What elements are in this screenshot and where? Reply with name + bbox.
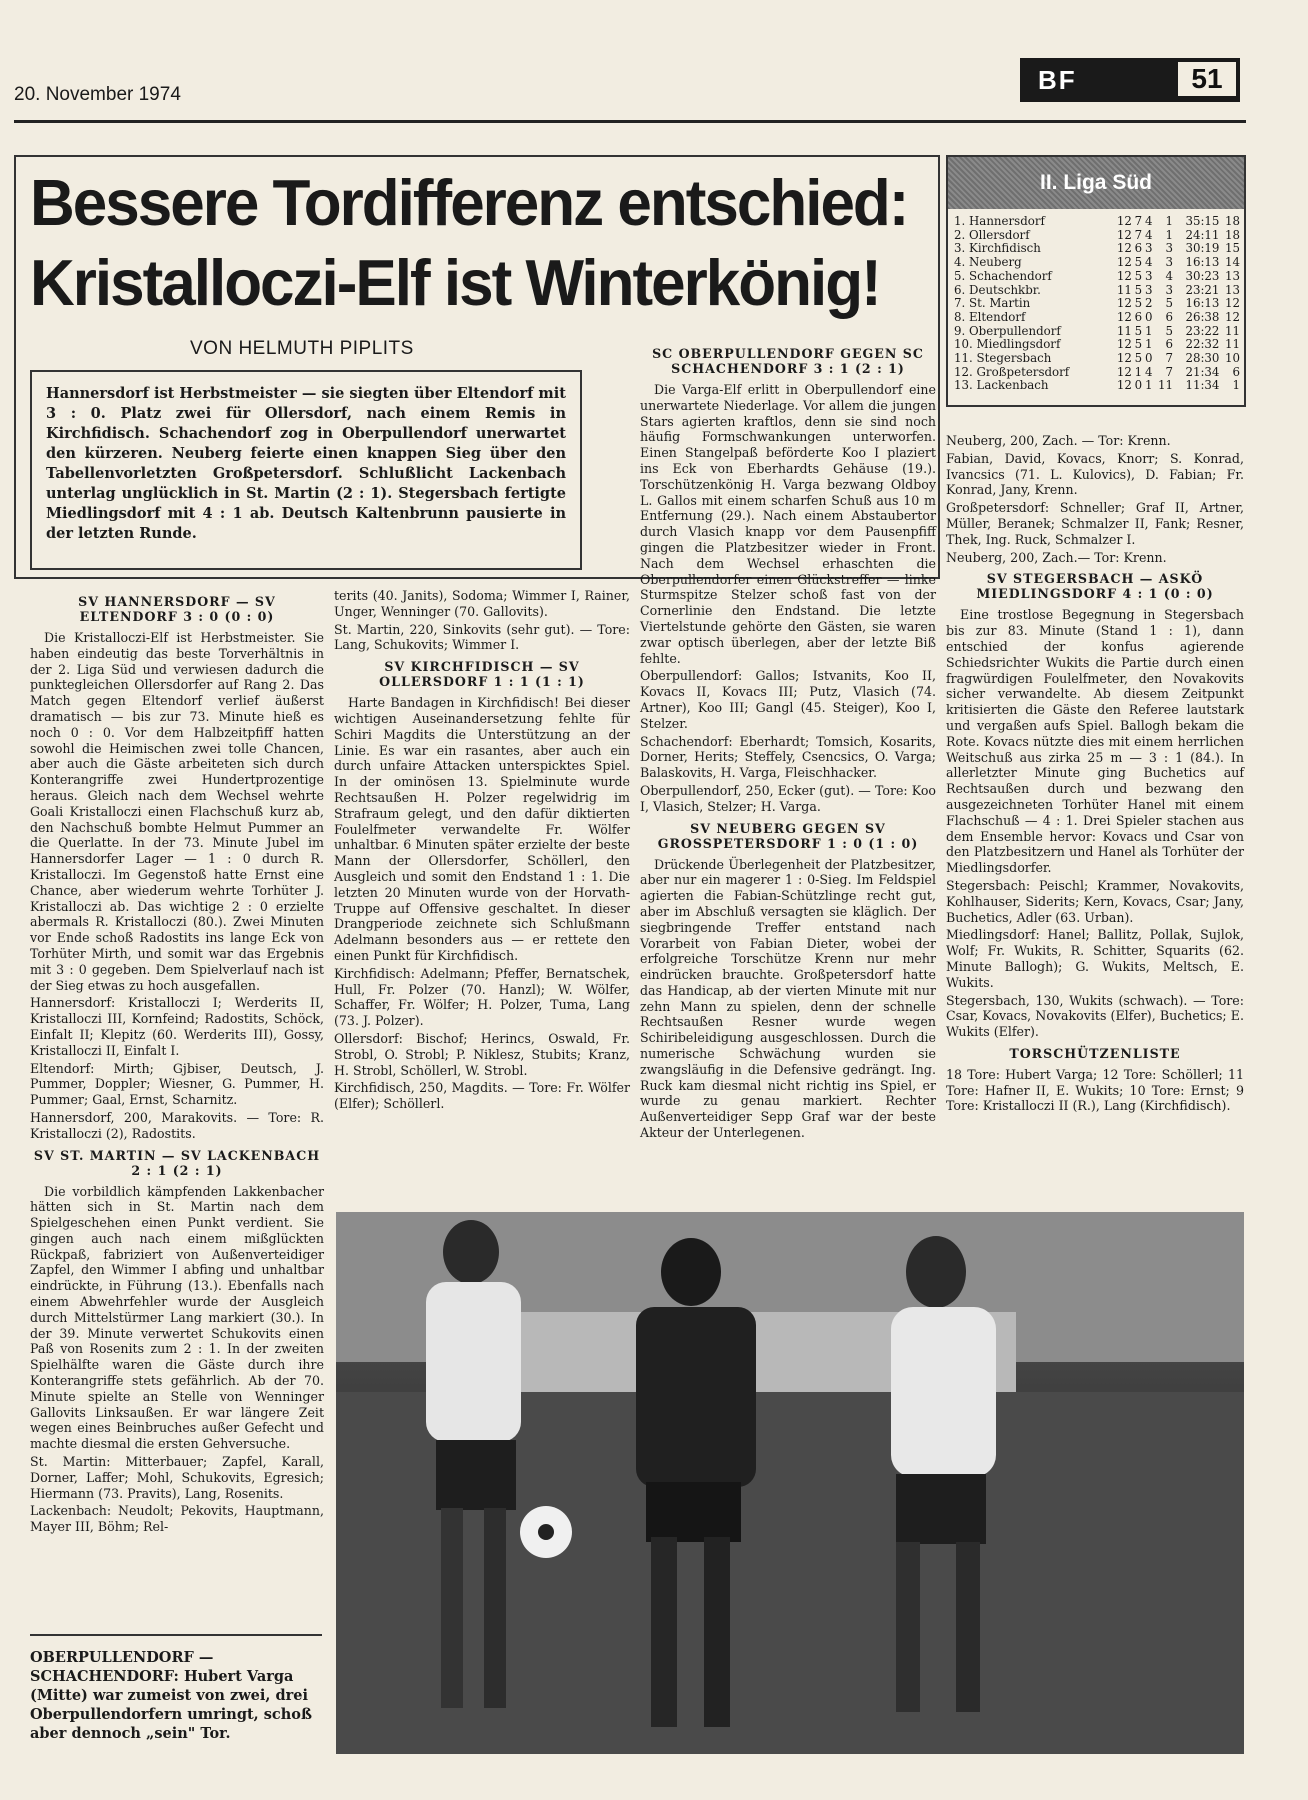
scorers-heading: TORSCHÜTZENLISTE [1009,1045,1181,1061]
standings-row [954,338,1240,352]
standings-cell: 5 [1134,282,1143,297]
team-name: 5. Schachendorf [954,268,1052,283]
standings-cell: 16:13 [1185,296,1220,311]
standings-cell: 12 [1224,309,1240,324]
masthead [1020,58,1240,102]
standings-row [954,215,1240,229]
standings-row [954,352,1240,366]
standings-cell: 15 [1224,241,1240,256]
standings-cell: 11 [1116,282,1132,297]
standings-row [954,229,1240,243]
standings-cell: 12 [1116,214,1132,228]
standings-cell: 21:34 [1185,364,1220,379]
standings-cell: 3 [1144,282,1153,297]
standings-cell: 1 [1165,227,1173,242]
team-name: 13. Lackenbach [954,378,1049,393]
match-report: Harte Bandagen in Kirchfidisch! Bei dieser wichtigen Auseinandersetzung fehlte für Schiri Magdits die Unterstützung an der Linie. Es war ein rasantes, aber auch ein durch unfaire Attacken unterspicktes Spiel. In der ominösen 13. Spielminute wurde Rechtsaußen H. Polzer regelwidrig im Strafraum gelegt, und den dafür diktierten Foulelfmeter verwandelte Fr. Wölfer unhaltbar. 6 Minuten später erzielte der beste Mann der Ollersdorfer, Schöllerl, den Ausgleich und somit den Endstand 1 : 1. Die letzten 20 Minuten wurde von der Horvath-Truppe auf Offensive geschaltet. In dieser Drangperiode zeichnete sich Schlußmann Adelmann besonders aus — er rettete den einen Punkt für Kirchfidisch. [334,695,630,963]
article-column-2 [334,588,630,1114]
standings-cell: 3 [1144,241,1153,256]
standings-cell: 18 [1224,214,1240,228]
standings-cell: 3 [1165,241,1173,256]
standings-cell: 5 [1165,296,1173,311]
standings-cell: 6 [1134,309,1143,324]
standings-cell: 1 [1165,214,1173,228]
standings-cell: 30:19 [1185,241,1220,256]
league-table-title: II. Liga Süd [948,157,1244,209]
team-name: 4. Neuberg [954,255,1022,270]
lineup: Ollersdorf: Bischof; Herincs, Oswald, Fr. Strobl, O. Strobl; P. Niklesz, Stubits; Kranz, H. Strobl, Schöllerl, W. Strobl. [334,1030,630,1078]
team-name: 9. Oberpullendorf [954,323,1061,338]
standings-row [954,242,1240,256]
lineup: Kirchfidisch: Adelmann; Pfeffer, Bernatschek, Hull, Fr. Polzer (70. Hanzl); W. Wölfer, Schaffer, Fr. Wölfer; H. Polzer, Tuma, Lang (73. J. Polzer). [334,965,630,1029]
standings-row [954,366,1240,380]
standings-cell: 24:11 [1185,227,1220,242]
standings-cell: 5 [1134,337,1143,352]
match-report: Die Varga-Elf erlitt in Oberpullendorf eine unerwartete Niederlage. Vor allem die jungen Stars agierten kraftlos, denn sie sind noch häufig Formschwankungen unterworfen. Einen Stangelpaß beförderte Koo I plaziert ins Eck von Eberhardts Gehäuse (19.). Torschützenkönig H. Varga bezwang Oldboy L. Gallos mit einem scharfen Schuß aus 10 m Entfernung (29.). Nach einem Abstaubertor durch Vlasich knapp vor dem Pausenpfiff gingen die Platzbesitzer wieder in Front. Nach dem Wechsel erhaschten die Oberpullendorfer einen Glückstreffer — linke Sturmspitze Stelzer schoß fast von der Cornerlinie den Endstand. Die letzte Viertelstunde gehörte den Gästen, sie waren zwar optisch überlegen, aber der letzte Biß fehlte. [640,382,936,666]
standings-row [954,256,1240,270]
standings-cell: 5 [1134,268,1143,283]
match-heading: SV STEGERSBACH — ASKÖ MIEDLINGSDORF 4 : 1 (0 : 0) [976,571,1214,602]
lead-paragraph: Hannersdorf ist Herbstmeister — sie siegten über Eltendorf mit 3 : 0. Platz zwei für Ollersdorf, nach einem Remis in Kirchfidisch. Schachendorf zog in Oberpullendorf unerwartet den kürzeren. Neuberg feierte einen knappen Sieg über den Tabellenvorletzten Großpetersdorf. Schlußlicht Lackenbach unterlag unglücklich in St. Martin (2 : 1). Stegersbach fertigte Miedlingsdorf mit 4 : 1 ab. Deutsch Kaltenbrunn pausierte in der letzten Runde. [30,370,582,570]
header-rule [14,120,1246,123]
standings-cell: 1 [1232,378,1240,393]
standings-cell: 4 [1144,255,1153,270]
standings-cell: 1 [1144,323,1153,338]
standings-cell: 16:13 [1185,255,1220,270]
lineup: Fabian, David, Kovacs, Knorr; S. Konrad, Ivancsics (71. L. Kulovics), D. Fabian; Fr. Konrad, Jany, Krenn. [946,450,1244,498]
standings-cell: 7 [1134,214,1143,228]
match-report: Die Kristalloczi-Elf ist Herbstmeister. Sie haben eindeutig das beste Torverhältnis in der 2. Liga Süd und verwiesen dadurch die punktegleichen Ollersdorfer auf Rang 2. Das Match gegen Eltendorf verlief äußerst dramatisch — bis zur 73. Minute hieß es noch 0 : 0. Vor dem Halbzeitpfiff hatten sowohl die Heimischen zwei tolle Chancen, aber auch die Gäste arbeiteten sich durch Konterangriffe zwei Hundertprozentige heraus. Gleich nach dem Wechsel wehrte Goali Kristalloczi einen Flachschuß kurz ab, den Nachschuß bombte Helmut Pummer an die Querlatte. In der 73. Minute Jubel im Hannersdorfer Lager — 1 : 0 durch R. Kristalloczi. Im Gegenstoß hatte Ernst eine Chance, aber wiederum wehrte Torhüter J. Kristalloczi ab. Das wichtige 2 : 0 erzielte abermals R. Kristalloczi (80.). Zwei Minuten vor Ende schoß Radostits ins lange Eck von Torhüter Mirth, und somit war das Ergebnis mit 3 : 0 gegeben. Dem Spielverlauf nach ist der Sieg etwas zu hoch ausgefallen. [30,630,324,993]
standings-cell: 5 [1134,255,1143,270]
standings-cell: 12 [1116,255,1132,270]
lineup: Großpetersdorf: Schneller; Graf II, Artner, Müller, Beranek; Schmalzer II, Fank; Resner, Thek, Ing. Ruck, Schmalzer I. [946,500,1244,547]
article-column-4 [946,433,1244,1116]
photo-caption: OBERPULLENDORF — SCHACHENDORF: Hubert Varga (Mitte) war zumeist von zwei, drei Oberpullendorfern umringt, schoß aber dennoch „sein" Tor. [30,1649,312,1742]
lineup: Miedlingsdorf: Hanel; Ballitz, Pollak, Sujlok, Wolf; Fr. Wukits, R. Schitter, Squarits (62. Minute Ballogh); G. Wukits, Meltsch, E. Wukits. [946,927,1244,990]
match-facts: Neuberg, 200, Zach. — Tor: Krenn. [946,433,1171,448]
headline-line-1: Bessere Tordifferenz entschied: [30,167,908,240]
standings-cell: 0 [1144,351,1153,366]
standings-cell: 1 [1134,364,1143,379]
standings-cell: 22:32 [1185,337,1220,352]
headline-line-2: Kristalloczi-Elf ist Winterkönig! [30,247,880,320]
match-facts: Neuberg, 200, Zach.— Tor: Krenn. [946,549,1167,565]
team-name: 12. Großpetersdorf [954,364,1070,379]
standings-row [954,284,1240,298]
standings-cell: 28:30 [1185,351,1220,366]
standings-cell: 10 [1224,351,1240,366]
standings-cell: 4 [1144,214,1153,228]
match-heading: SC OBERPULLENDORF GEGEN SC SCHACHENDORF 3 : 1 (2 : 1) [652,346,924,376]
standings-cell: 11 [1116,323,1132,338]
standings-cell: 6 [1232,364,1240,379]
team-name: 11. Stegersbach [954,351,1052,366]
match-report: Drückende Überlegenheit der Platzbesitzer, aber nur ein magerer 1 : 0-Sieg. Im Feldspiel agierten die Fabian-Schützlinge recht gut, aber im Abschluß versagten sie kläglich. Der siegbringende Treffer entstand nach Vorarbeit von Fabian Dieter, wobei der erfolgreiche Torschütze Krenn nur mehr eindrücken brauchte. Großpetersdorf hatte das Handicap, ab der vierten Minute mit nur zehn Mann zu spielen, denn der schnelle Rechtsaußen Resner wurde wegen Schiribeleidigung ausgeschlossen. Durch die numerische Schwächung wurden sie zwangsläufig in die Defensive gedrängt. Ing. Ruck kam diesmal nicht richtig ins Spiel, er wurde zu genau markiert. Rechter Außenverteidiger Sepp Graf war der beste Akteur der Unterlegenen. [640,856,936,1141]
standings-cell: 4 [1144,227,1153,242]
standings-row [954,311,1240,325]
standings-cell: 12 [1116,337,1132,352]
standings-cell: 5 [1165,323,1173,338]
lineup: Lackenbach: Neudolt; Pekovits, Hauptmann, Mayer III, Böhm; Rel- [30,1503,324,1535]
league-table [946,155,1246,407]
standings-cell: 12 [1116,241,1132,256]
standings-cell: 0 [1144,309,1153,324]
standings-cell: 13 [1224,268,1240,283]
scorers-list: 18 Tore: Hubert Varga; 12 Tore: Schöllerl; 11 Tore: Hafner II, E. Wukits; 10 Tore: Ernst; 9 Tore: Kristalloczi II (R.), Lang (Kirchfidisch). [946,1066,1244,1114]
team-name: 3. Kirchfidisch [954,241,1041,256]
standings-row [954,325,1240,339]
standings-cell: 6 [1134,241,1143,256]
match-facts: Stegersbach, 130, Wukits (schwach). — Tore: Csar, Kovacs, Novakovits (Elfer), Buchetics; E. Wukits (Elfer). [946,992,1244,1040]
team-name: 7. St. Martin [954,296,1031,311]
lineup: Hannersdorf: Kristalloczi I; Werderits II, Kristalloczi III, Kornfeind; Radostits, Schöck, Einfalt II; Klepitz (60. Werderits III), Gossy, Kristalloczi II, Einfalt I. [30,995,324,1058]
standings-cell: 12 [1116,378,1132,393]
lineup: Schachendorf: Eberhardt; Tomsich, Kosarits, Dorner, Herits; Steffely, Csencsics, O. Varga; Balaskovits, H. Varga, Fleischhacker. [640,733,936,781]
match-heading: SV NEUBERG GEGEN SV GROSSPETERSDORF 1 : 0 (1 : 0) [657,820,919,851]
lineup: terits (40. Janits), Sodoma; Wimmer I, Rainer, Unger, Wenninger (70. Gallovits). [334,588,630,619]
standings-cell: 0 [1134,378,1143,393]
team-name: 1. Hannersdorf [954,214,1045,228]
lineup: Oberpullendorf: Gallos; Istvanits, Koo II, Kovacs II, Kovacs III; Putz, Vlasich (74. Artner), Koo III; Gangl (45. Steiger), Koo I, Stelzer. [640,668,936,731]
standings-cell: 18 [1224,227,1240,242]
team-name: 2. Ollersdorf [954,227,1030,242]
masthead-logo: BF [1038,65,1077,95]
standings-cell: 12 [1116,351,1132,366]
standings-cell: 12 [1116,309,1132,324]
standings-cell: 3 [1165,255,1173,270]
lineup: Eltendorf: Mirth; Gjbiser, Deutsch, J. Pummer, Doppler; Wiesner, G. Pummer, H. Pummer; Gaal, Ernst, Scharnitz. [30,1060,324,1108]
match-heading: SV ST. MARTIN — SV LACKENBACH 2 : 1 (2 : 1) [33,1147,321,1178]
lineup: Stegersbach: Peischl; Krammer, Novakovits, Kohlhauser, Siderits; Kern, Kovacs, Csar; Jany, Buchetics, Adler (63. Urban). [946,877,1244,925]
standings-cell: 1 [1144,378,1153,393]
standings-cell: 7 [1165,351,1173,366]
standings-cell: 6 [1165,337,1173,352]
match-report: Die vorbildlich kämpfenden Lakkenbacher hätten sich in St. Martin nach dem Spielgeschehen einen Punkt verdient. Sie gingen auch nach einem mißglückten Rückpaß, fabriziert von Außenverteidiger Zapfel, den Wimmer I abfing und unhaltbar eindrückte, in Führung (13.). Ebenfalls nach einem Abwehrfehler wurde der Ausgleich durch Mittelstürmer Lang markiert (30.). In der 39. Minute verwertet Schukovits einen Paß von Rosenits zum 2 : 1. In der zweiten Spielhälfte waren die Gäste durch ihre Konterangriffe stets gefährlich. Ab der 70. Minute spielte an Stelle von Wenninger Gallovits Linksaußen. Er war längere Zeit wegen eines Beinbruches außer Gefecht und machte diesmal die ersten Gehversuche. [30,1183,324,1452]
match-heading: SV HANNERSDORF — SV ELTENDORF 3 : 0 (0 : 0) [78,594,276,624]
standings-cell: 11 [1224,337,1240,352]
standings-cell: 35:15 [1185,214,1220,228]
match-report: Eine trostlose Begegnung in Stegersbach bis zur 83. Minute (Stand 1 : 1), dann entschied der konfus agierende Schiedsrichter Wukits die Partie durch einen fragwürdigen Foulelfmeter, den Novakovits sicher verwandelte. Ab diesem Zeitpunkt kritisierten die Gäste den Referee lautstark und vergaßen aufs Spiel. Ballogh bekam die Rote. Kovacs nützte dies mit einem herrlichen Weitschuß aus zirka 25 m — 3 : 1 (84.). In allerletzter Minute ging Buchetics auf Rechtsaußen durch und bezwang den ausgezeichneten Torhüter Hanel mit einem Flachschuß — 4 : 1. Drei Spieler stachen aus dem Ensemble hervor: Kovacs und Csar von den Platzbesitzern und Hanel als Torhüter der Miedlingsdorfer. [946,607,1244,876]
standings-cell: 12 [1224,296,1240,311]
article-column-3 [640,340,936,1143]
standings-cell: 2 [1144,296,1153,311]
standings-cell: 12 [1116,364,1132,379]
byline: VON HELMUTH PIPLITS [190,338,414,359]
standings-cell: 11 [1157,378,1173,393]
match-facts: Hannersdorf, 200, Marakovits. — Tore: R. Kristalloczi (2), Radostits. [30,1109,324,1141]
page-number: 51 [1178,62,1236,96]
standings-cell: 7 [1134,227,1143,242]
standings-cell: 23:21 [1185,282,1220,297]
match-photo-image [336,1212,1244,1754]
issue-date: 20. November 1974 [14,84,181,105]
standings-row [954,297,1240,311]
match-facts: Kirchfidisch, 250, Magdits. — Tore: Fr. Wölfer (Elfer); Schöllerl. [334,1080,630,1112]
lineup: St. Martin: Mitterbauer; Zapfel, Karall, Dorner, Laffer; Mohl, Schukovits, Egresich; Hiermann (73. Pravits), Lang, Rosenits. [30,1454,324,1501]
match-facts: Oberpullendorf, 250, Ecker (gut). — Tore: Koo I, Vlasich, Stelzer; H. Varga. [640,782,936,814]
standings-cell: 3 [1144,268,1153,283]
standings-cell: 30:23 [1185,268,1220,283]
standings-cell: 12 [1116,227,1132,242]
standings-cell: 12 [1116,268,1132,283]
team-name: 10. Miedlingsdorf [954,337,1061,352]
standings-row [954,379,1240,393]
match-facts: St. Martin, 220, Sinkovits (sehr gut). — Tore: Lang, Schukovits; Wimmer I. [334,621,630,653]
standings-cell: 6 [1165,309,1173,324]
standings-table [954,215,1240,393]
standings-cell: 12 [1116,296,1132,311]
headline [30,164,930,324]
match-heading: SV KIRCHFIDISCH — SV OLLERSDORF 1 : 1 (1 : 1) [379,659,585,690]
article-column-1 [30,588,324,1537]
standings-cell: 23:22 [1185,323,1220,338]
standings-cell: 14 [1224,255,1240,270]
standings-cell: 13 [1224,282,1240,297]
standings-cell: 7 [1165,364,1173,379]
standings-cell: 1 [1144,337,1153,352]
standings-cell: 26:38 [1185,309,1220,324]
standings-cell: 5 [1134,296,1143,311]
standings-cell: 3 [1165,282,1173,297]
standings-cell: 5 [1134,351,1143,366]
standings-row [954,270,1240,284]
caption-rule [30,1634,322,1636]
team-name: 6. Deutschkbr. [954,282,1041,297]
team-name: 8. Eltendorf [954,309,1026,324]
standings-cell: 5 [1134,323,1143,338]
standings-cell: 11 [1224,323,1240,338]
standings-cell: 4 [1165,268,1173,283]
standings-cell: 4 [1144,364,1153,379]
standings-cell: 11:34 [1185,378,1220,393]
match-photo [336,1212,1244,1754]
